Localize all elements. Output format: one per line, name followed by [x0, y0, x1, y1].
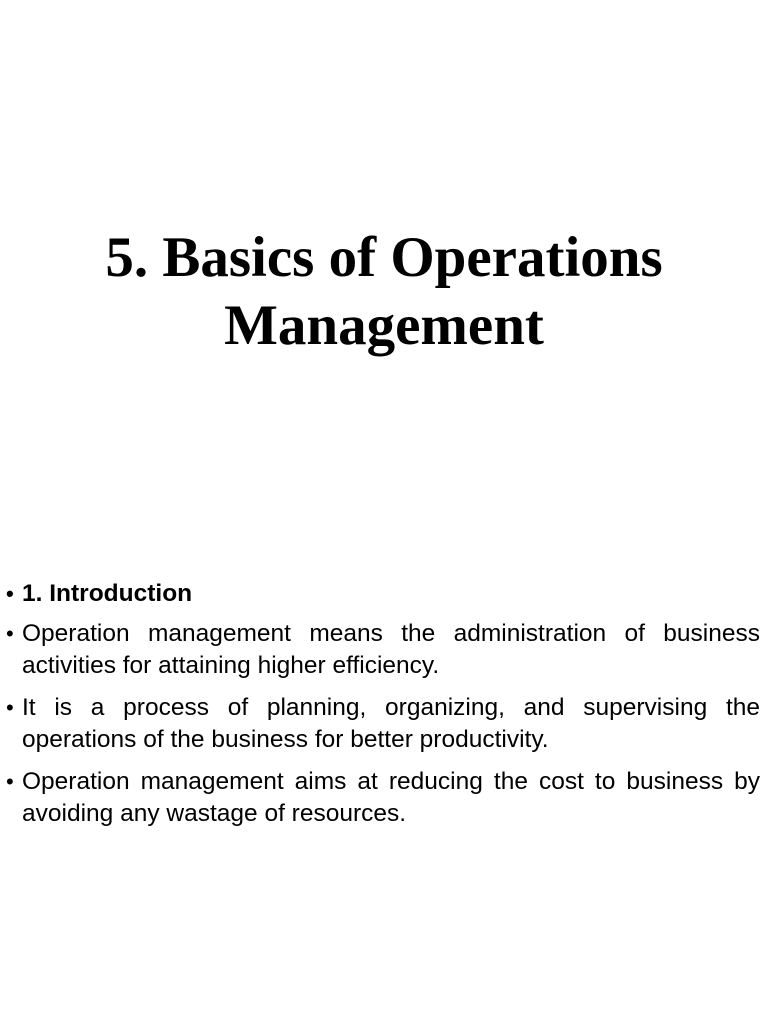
slide-title-line-1: 5. Basics of Operations	[105, 226, 663, 289]
bullet-item	[6, 766, 760, 830]
bullet-text: Operation management means the administration of business activities for attaining higher efficiency.	[22, 620, 760, 679]
bullet-item	[6, 692, 760, 756]
bullet-icon: •	[6, 695, 14, 720]
bullet-item	[6, 618, 760, 682]
slide-title	[0, 224, 768, 360]
slide-title-line-2: Management	[224, 294, 544, 357]
bullet-text: 1. Introduction	[22, 580, 193, 607]
bullet-list	[6, 578, 760, 840]
bullet-icon: •	[6, 769, 14, 794]
bullet-text: It is a process of planning, organizing, and supervising the operations of the business for better productivity.	[22, 694, 760, 753]
bullet-icon: •	[6, 581, 14, 606]
bullet-icon: •	[6, 621, 14, 646]
bullet-item-heading	[6, 578, 760, 610]
bullet-text: Operation management aims at reducing the cost to business by avoiding any wastage of resources.	[22, 768, 760, 827]
